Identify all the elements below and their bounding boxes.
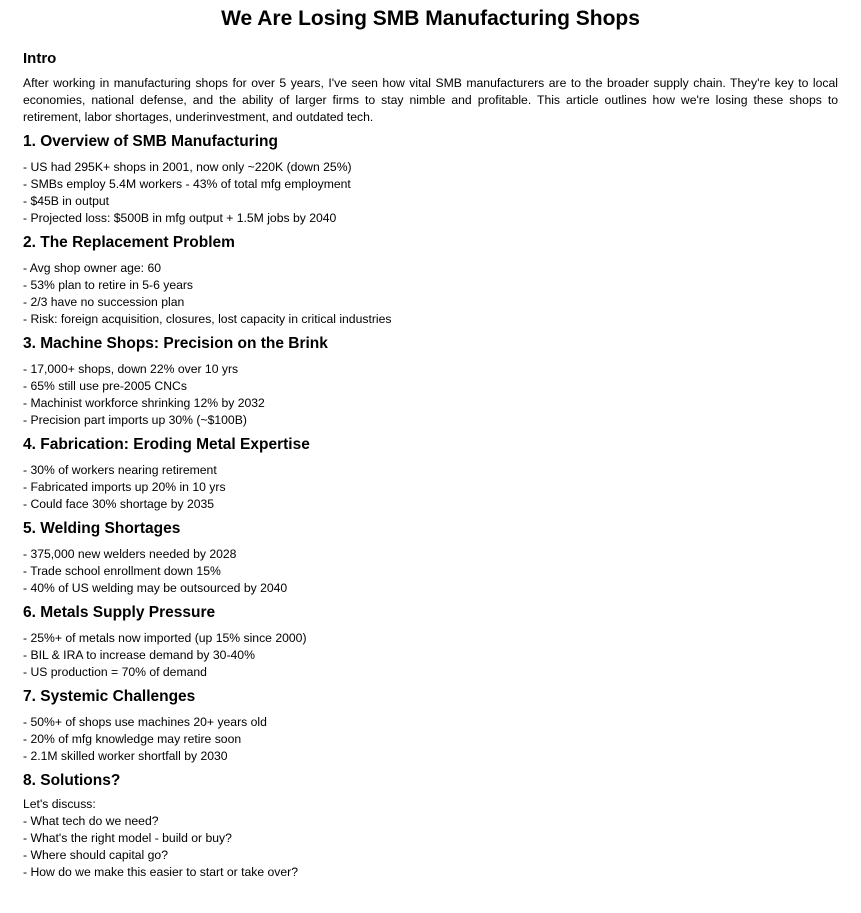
bullet-item: - Machinist workforce shrinking 12% by 2032 [23, 396, 265, 410]
section-systemic-challenges [23, 687, 838, 765]
bullet-item: - What tech do we need? [23, 814, 159, 828]
bullet-item: - Could face 30% shortage by 2035 [23, 497, 215, 511]
bullet-item: - SMBs employ 5.4M workers - 43% of total mfg employment [23, 177, 351, 191]
bullet-item: - Projected loss: $500B in mfg output + 1.5M jobs by 2040 [23, 211, 337, 225]
bullet-item: - 2/3 have no succession plan [23, 295, 185, 309]
bullet-list [23, 546, 838, 597]
section-metals-supply [23, 603, 838, 681]
bullet-item: - What's the right model - build or buy? [23, 831, 232, 845]
bullet-item: - How do we make this easier to start or take over? [23, 865, 299, 879]
discussion-intro: Let's discuss: [23, 797, 96, 811]
bullet-list [23, 159, 838, 227]
section-welding-shortages [23, 519, 838, 597]
section-heading: 1. Overview of SMB Manufacturing [23, 133, 278, 150]
section-overview [23, 132, 838, 227]
section-heading: 2. The Replacement Problem [23, 234, 235, 251]
bullet-item: - 375,000 new welders needed by 2028 [23, 547, 237, 561]
section-heading: 8. Solutions? [23, 772, 121, 789]
intro-heading: Intro [23, 50, 57, 67]
section-heading: 7. Systemic Challenges [23, 688, 196, 705]
section-replacement-problem [23, 233, 838, 328]
bullet-item: - 40% of US welding may be outsourced by 2040 [23, 581, 288, 595]
section-machine-shops [23, 334, 838, 429]
bullet-list [23, 813, 838, 881]
bullet-list [23, 361, 838, 429]
section-heading: 5. Welding Shortages [23, 520, 181, 537]
bullet-item: - 53% plan to retire in 5-6 years [23, 278, 194, 292]
bullet-item: - Where should capital go? [23, 848, 168, 862]
bullet-list [23, 260, 838, 328]
bullet-item: - Precision part imports up 30% (~$100B) [23, 413, 247, 427]
bullet-item: - 30% of workers nearing retirement [23, 463, 217, 477]
bullet-item: - 17,000+ shops, down 22% over 10 yrs [23, 362, 239, 376]
bullet-item: - Trade school enrollment down 15% [23, 564, 221, 578]
bullet-item: - 20% of mfg knowledge may retire soon [23, 732, 242, 746]
bullet-item: - $45B in output [23, 194, 110, 208]
bullet-item: - 65% still use pre-2005 CNCs [23, 379, 187, 393]
section-heading: 3. Machine Shops: Precision on the Brink [23, 335, 328, 352]
document-title: We Are Losing SMB Manufacturing Shops [221, 7, 640, 30]
bullet-list [23, 462, 838, 513]
bullet-item: - US production = 70% of demand [23, 665, 207, 679]
intro-paragraph: After working in manufacturing shops for over 5 years, I've seen how vital SMB manufacturers are to the broader supply chain. They're key to local economies, national defense, and the ability of larger firms to stay nimble and profitable. This article outlines how we're losing these shops to retirement, labor shortages, underinvestment, and outdated tech. [23, 76, 838, 124]
section-heading: 6. Metals Supply Pressure [23, 604, 216, 621]
bullet-item: - Avg shop owner age: 60 [23, 261, 161, 275]
bullet-item: - 2.1M skilled worker shortfall by 2030 [23, 749, 228, 763]
bullet-item: - US had 295K+ shops in 2001, now only ~220K (down 25%) [23, 160, 352, 174]
bullet-item: - Fabricated imports up 20% in 10 yrs [23, 480, 226, 494]
bullet-list [23, 714, 838, 765]
bullet-item: - BIL & IRA to increase demand by 30-40% [23, 648, 255, 662]
bullet-list [23, 630, 838, 681]
section-fabrication [23, 435, 838, 513]
bullet-item: - Risk: foreign acquisition, closures, lost capacity in critical industries [23, 312, 392, 326]
bullet-item: - 50%+ of shops use machines 20+ years old [23, 715, 267, 729]
section-heading: 4. Fabrication: Eroding Metal Expertise [23, 436, 310, 453]
bullet-item: - 25%+ of metals now imported (up 15% since 2000) [23, 631, 307, 645]
section-solutions [23, 771, 838, 881]
